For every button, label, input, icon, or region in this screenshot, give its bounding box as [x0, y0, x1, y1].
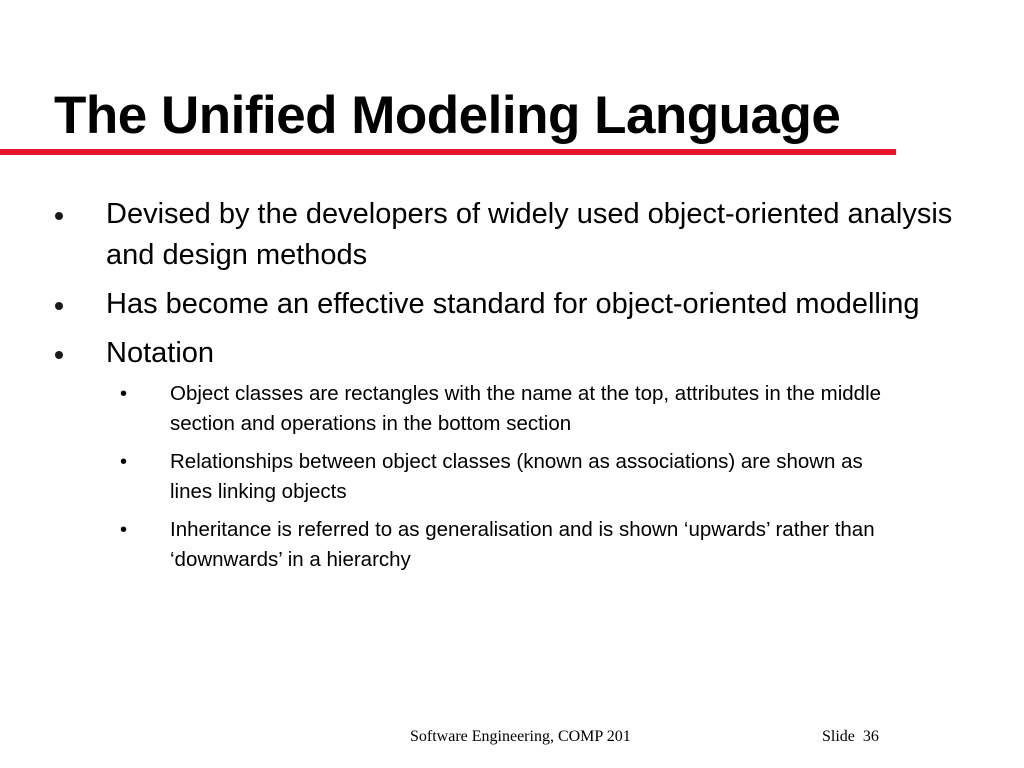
bullet-dot-icon [55, 212, 63, 220]
bullet-dot-icon [55, 351, 63, 359]
sub-bullet-marker: • [120, 383, 128, 405]
bullet-dot-icon [55, 302, 63, 310]
sub-bullet-text: Object classes are rectangles with the name at the top, attributes in the middle section and operations in the bottom section [170, 382, 882, 435]
bullet-text: Has become an effective standard for object-oriented modelling [106, 288, 920, 320]
bullet-item [0, 284, 986, 325]
sub-bullet-text: Relationships between object classes (known as associations) are shown as lines linking objects [170, 450, 863, 503]
sub-bullet-list [106, 379, 986, 575]
footer-slide-number [822, 727, 879, 747]
footer-slide-label: Slide [822, 728, 855, 745]
bullet-text: Devised by the developers of widely used object-oriented analysis and design methods [106, 198, 953, 271]
bullet-list [0, 194, 1024, 583]
sub-bullet-item [106, 515, 910, 575]
sub-bullet-marker: • [120, 519, 128, 541]
bullet-item [0, 194, 986, 276]
title-underline [0, 149, 896, 155]
bullet-item [0, 333, 986, 575]
slide-title: The Unified Modeling Language [54, 86, 841, 145]
sub-bullet-text: Inheritance is referred to as generalisation and is shown ‘upwards’ rather than ‘downwards’ in a hierarchy [170, 518, 875, 571]
bullet-text: Notation [106, 337, 215, 369]
sub-bullet-item [106, 447, 910, 507]
footer-slide-num: 36 [862, 728, 879, 745]
sub-bullet-item [106, 379, 910, 439]
sub-bullet-marker: • [120, 451, 128, 473]
footer-course: Software Engineering, COMP 201 [410, 728, 631, 745]
